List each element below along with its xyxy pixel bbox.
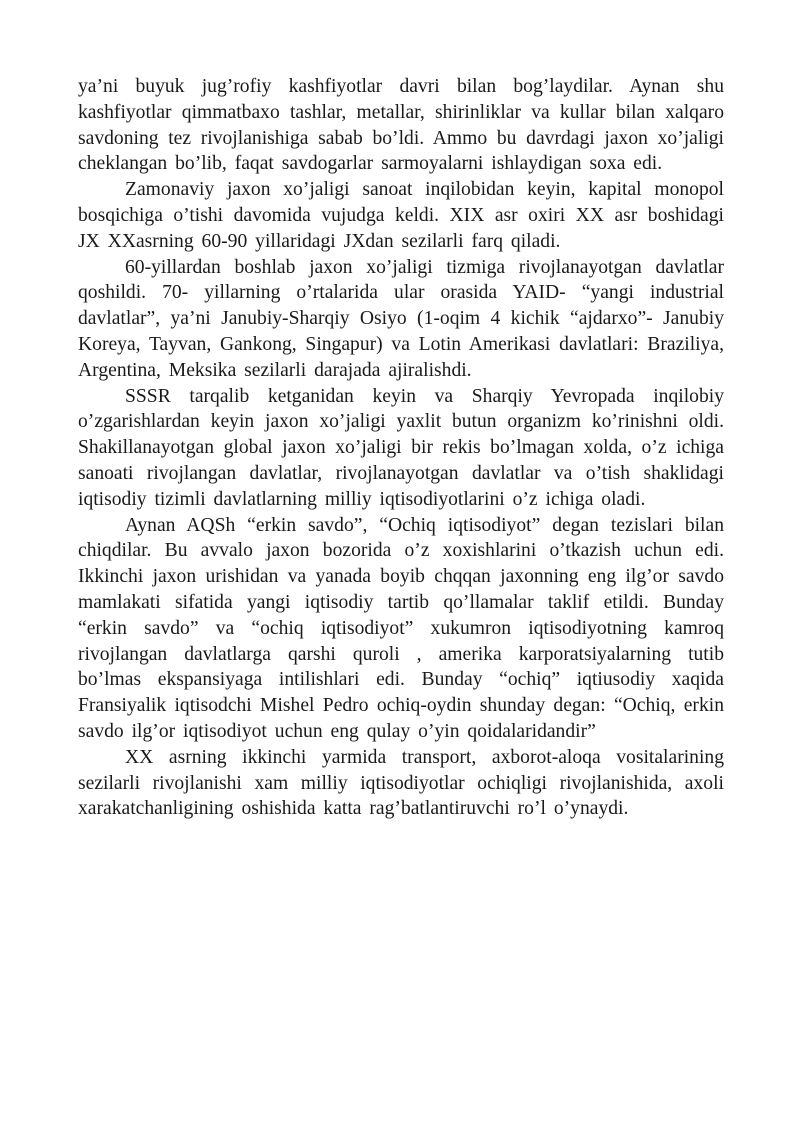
paragraph-developing-countries: 60-yillardan boshlab jaxon xo’jaligi tizmiga rivojlanayotgan davlatlar qoshildi. 70- yillarning o’rtalarida ular orasida YAID- “yangi industrial davlatlar”, ya’ni Janubiy-Sharqiy Osiyo (1-oqim 4 kichik “ajdarxo”- Janubiy Koreya, Tayvan, Gankong, Singapur) va Lotin Amerikasi davlatlari: Braziliya, Argentina, Meksika sezilarli darajada ajiralishdi.	[78, 256, 724, 381]
paragraph-ussr-collapse: SSSR tarqalib ketganidan keyin va Sharqiy Yevropada inqilobiy o’zgarishlardan keyin jaxon xo’jaligi yaxlit butun organizm ko’rinishni oldi. Shakillanayotgan global jaxon xo’jaligi bir rekis bo’lmagan xolda, o’z ichiga sanoati rivojlangan davlatlar, rivojlanayotgan davlatlar va o’tish shaklidagi iqtisodiy tizimli davlatlarning milliy iqtisodiyotlarini o’z ichiga oladi.	[78, 385, 724, 510]
paragraph-continuation: ya’ni buyuk jug’rofiy kashfiyotlar davri bilan bog’laydilar. Aynan shu kashfiyotlar qimmatbaxo tashlar, metallar, shirinliklar va kullar bilan xalqaro savdoning tez rivojlanishiga sabab bo’ldi. Ammo bu davrdagi jaxon xo’jaligi cheklangan bo’lib, faqat savdogarlar sarmoyalarni ishlaydigan soxa edi.	[78, 76, 724, 175]
paragraph-modern-world-economy: Zamonaviy jaxon xo’jaligi sanoat inqilobidan keyin, kapital monopol bosqichiga o’tishi davomida vujudga keldi. XIX asr oxiri XX asr boshidagi JX XXasrning 60-90 yillaridagi JXdan sezilarli farq qiladi.	[78, 179, 724, 252]
paragraph-free-trade: Aynan AQSh “erkin savdo”, “Ochiq iqtisodiyot” degan tezislari bilan chiqdilar. Bu avvalo jaxon bozorida o’z xoxishlarini o’tkazish uchun edi. Ikkinchi jaxon urishidan va yanada boyib chqqan jaxonning eng ilg’or savdo mamlakati sifatida yangi iqtisodiy tartib qo’llamalar taklif etildi. Bunday “erkin savdo” va “ochiq iqtisodiyot” xukumron iqtisodiyotning kamroq rivojlangan davlatlarga qarshi quroli , amerika karporatsiyalarning tutib bo’lmas ekspansiyaga intilishlari edi. Bunday “ochiq” iqtiusodiy xaqida Fransiyalik iqtisodchi Mishel Pedro ochiq-oydin shunday degan: “Ochiq, erkin savdo ilg’or iqtisodiyot uchun eng qulay o’yin qoidalaridandir”	[78, 514, 724, 742]
document-page	[78, 74, 724, 822]
paragraph-transport-communication: XX asrning ikkinchi yarmida transport, axborot-aloqa vositalarining sezilarli rivojlanishi xam milliy iqtisodiyotlar ochiqligi rivojlanishida, axoli xarakatchanligining oshishida katta rag’batlantiruvchi ro’l o’ynaydi.	[78, 746, 724, 820]
